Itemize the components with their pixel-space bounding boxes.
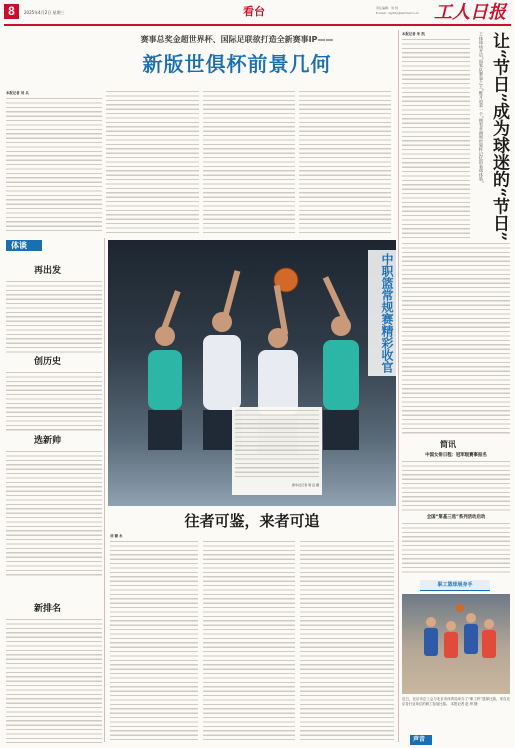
section-title: 看台 xyxy=(243,5,265,18)
lead-column-3 xyxy=(203,91,295,233)
right-body-main xyxy=(402,243,510,435)
right-vertical-headline: 让“节日”成为球迷的“节日” xyxy=(489,32,509,242)
feature-column-3 xyxy=(300,541,394,741)
page-number: 8 xyxy=(4,4,19,19)
brief-label: 简讯 xyxy=(440,440,456,449)
lead-headline: 新版世俱杯前景几何 xyxy=(142,52,332,76)
staff-basketball-photo xyxy=(402,594,510,694)
talk-body-3 xyxy=(6,451,102,576)
staff-basketball-label: 职工篮球展身手 xyxy=(437,582,473,588)
talk-title-1: 再出发 xyxy=(34,266,62,276)
talk-body-2 xyxy=(6,372,102,432)
staff-players-illustration xyxy=(402,594,510,694)
lead-column-2 xyxy=(106,91,199,233)
header-rule xyxy=(4,24,511,26)
lead-kicker: 赛事总奖金超世界杯、国际足联欲打造全新赛事IP—— xyxy=(140,35,334,44)
brief-title-1: 中国女排日程：冠军级赛事报名 xyxy=(425,453,487,458)
newspaper-logo: 工人日报 xyxy=(434,2,506,23)
voice-label: 声音 xyxy=(413,736,426,743)
staff-photo-caption xyxy=(402,697,510,706)
talk-title-4: 新排名 xyxy=(34,604,62,614)
photo-caption-block xyxy=(232,407,322,495)
talk-title-2: 创历史 xyxy=(34,357,62,367)
masthead-email: E-mail：zgrbty@workercn.cn xyxy=(376,11,420,15)
lead-column-4 xyxy=(299,91,391,233)
right-vertical-kicker: 工体球场开启“国家队赛事之王”惟才追求一个“拥有亚洲和世界杯记忆的看球体验” xyxy=(479,32,484,184)
photo-credit: 新华社记者 周 良 摄 xyxy=(292,483,319,487)
staff-caption-text: 近日，北京市总工会与北京市体育局举办了“职工杯”篮球比赛，来自北京各行业单位的职工参加比赛。 xyxy=(402,697,510,706)
talk-title-3: 选新帅 xyxy=(34,436,62,446)
brief-body-1 xyxy=(402,461,510,511)
sports-talk-label-text: 体谈 xyxy=(11,241,27,250)
masthead-editor: 责任编辑：刘 悦 xyxy=(376,6,398,10)
feature-byline: 刘 颖 永 xyxy=(110,534,123,538)
feature-headline: 往者可鉴，来者可追 xyxy=(184,512,320,530)
talk-body-1 xyxy=(6,281,102,353)
lead-column-1 xyxy=(6,98,102,233)
feature-column-1 xyxy=(110,541,198,741)
issue-date: 2025年4月2日 星期三 xyxy=(24,10,65,15)
feature-column-2 xyxy=(203,541,295,741)
photo-vertical-title: 中职篮常规赛精彩收官 xyxy=(368,250,396,376)
brief-body-2 xyxy=(402,523,510,573)
right-body-top xyxy=(402,39,470,239)
talk-body-4 xyxy=(6,619,102,743)
brief-title-2: 全国“第基三选”系列活动启动 xyxy=(426,515,486,520)
lead-byline: 本报记者 刘 兵 xyxy=(6,91,29,95)
right-byline: 本报记者 朱 凯 xyxy=(402,32,425,36)
staff-caption-credit: 本报记者 赵 昂 摄 xyxy=(450,701,478,706)
